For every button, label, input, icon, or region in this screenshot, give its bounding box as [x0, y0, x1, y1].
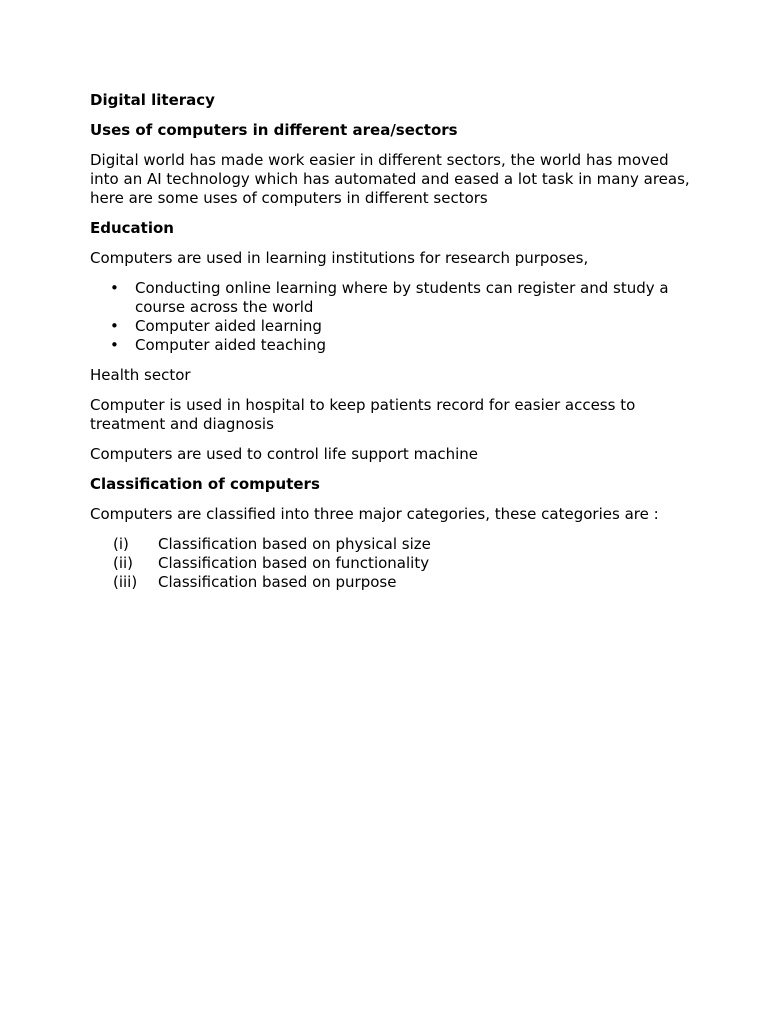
education-bullet-list: [90, 279, 690, 355]
list-item: [90, 279, 690, 317]
list-item: [90, 554, 690, 573]
intro-paragraph: Digital world has made work easier in different sectors, the world has moved into an AI technology which has automated and eased a lot task in many areas, here are some uses of computers in different sectors: [90, 151, 690, 207]
bullet-icon: •: [110, 317, 119, 335]
section-heading-health: Health sector: [90, 366, 191, 384]
list-item: [90, 336, 690, 355]
education-paragraph: Computers are used in learning institutions for research purposes,: [90, 249, 589, 267]
list-item: [90, 573, 690, 592]
health-paragraph-records: Computer is used in hospital to keep patients record for easier access to treatment and diagnosis: [90, 396, 636, 433]
list-item-text: Computer aided learning: [135, 317, 322, 335]
list-item-text: Conducting online learning where by students can register and study a course across the world: [135, 279, 669, 316]
document-title: Digital literacy: [90, 91, 215, 109]
document-page: [90, 91, 690, 592]
list-marker: (iii): [113, 573, 138, 591]
section-heading-classification: Classification of computers: [90, 475, 320, 493]
list-item-text: Classification based on functionality: [158, 554, 430, 572]
classification-numbered-list: [90, 535, 690, 592]
list-marker: (i): [113, 535, 129, 553]
list-marker: (ii): [113, 554, 134, 572]
list-item-text: Classification based on physical size: [158, 535, 431, 553]
list-item-text: Computer aided teaching: [135, 336, 326, 354]
classification-paragraph: Computers are classified into three major categories, these categories are :: [90, 505, 659, 523]
bullet-icon: •: [110, 279, 119, 297]
list-item: [90, 535, 690, 554]
section-heading-uses: Uses of computers in different area/sectors: [90, 121, 458, 139]
health-paragraph-life-support: Computers are used to control life support machine: [90, 445, 479, 463]
section-heading-education: Education: [90, 219, 174, 237]
list-item-text: Classification based on purpose: [158, 573, 397, 591]
list-item: [90, 317, 690, 336]
bullet-icon: •: [110, 336, 119, 354]
